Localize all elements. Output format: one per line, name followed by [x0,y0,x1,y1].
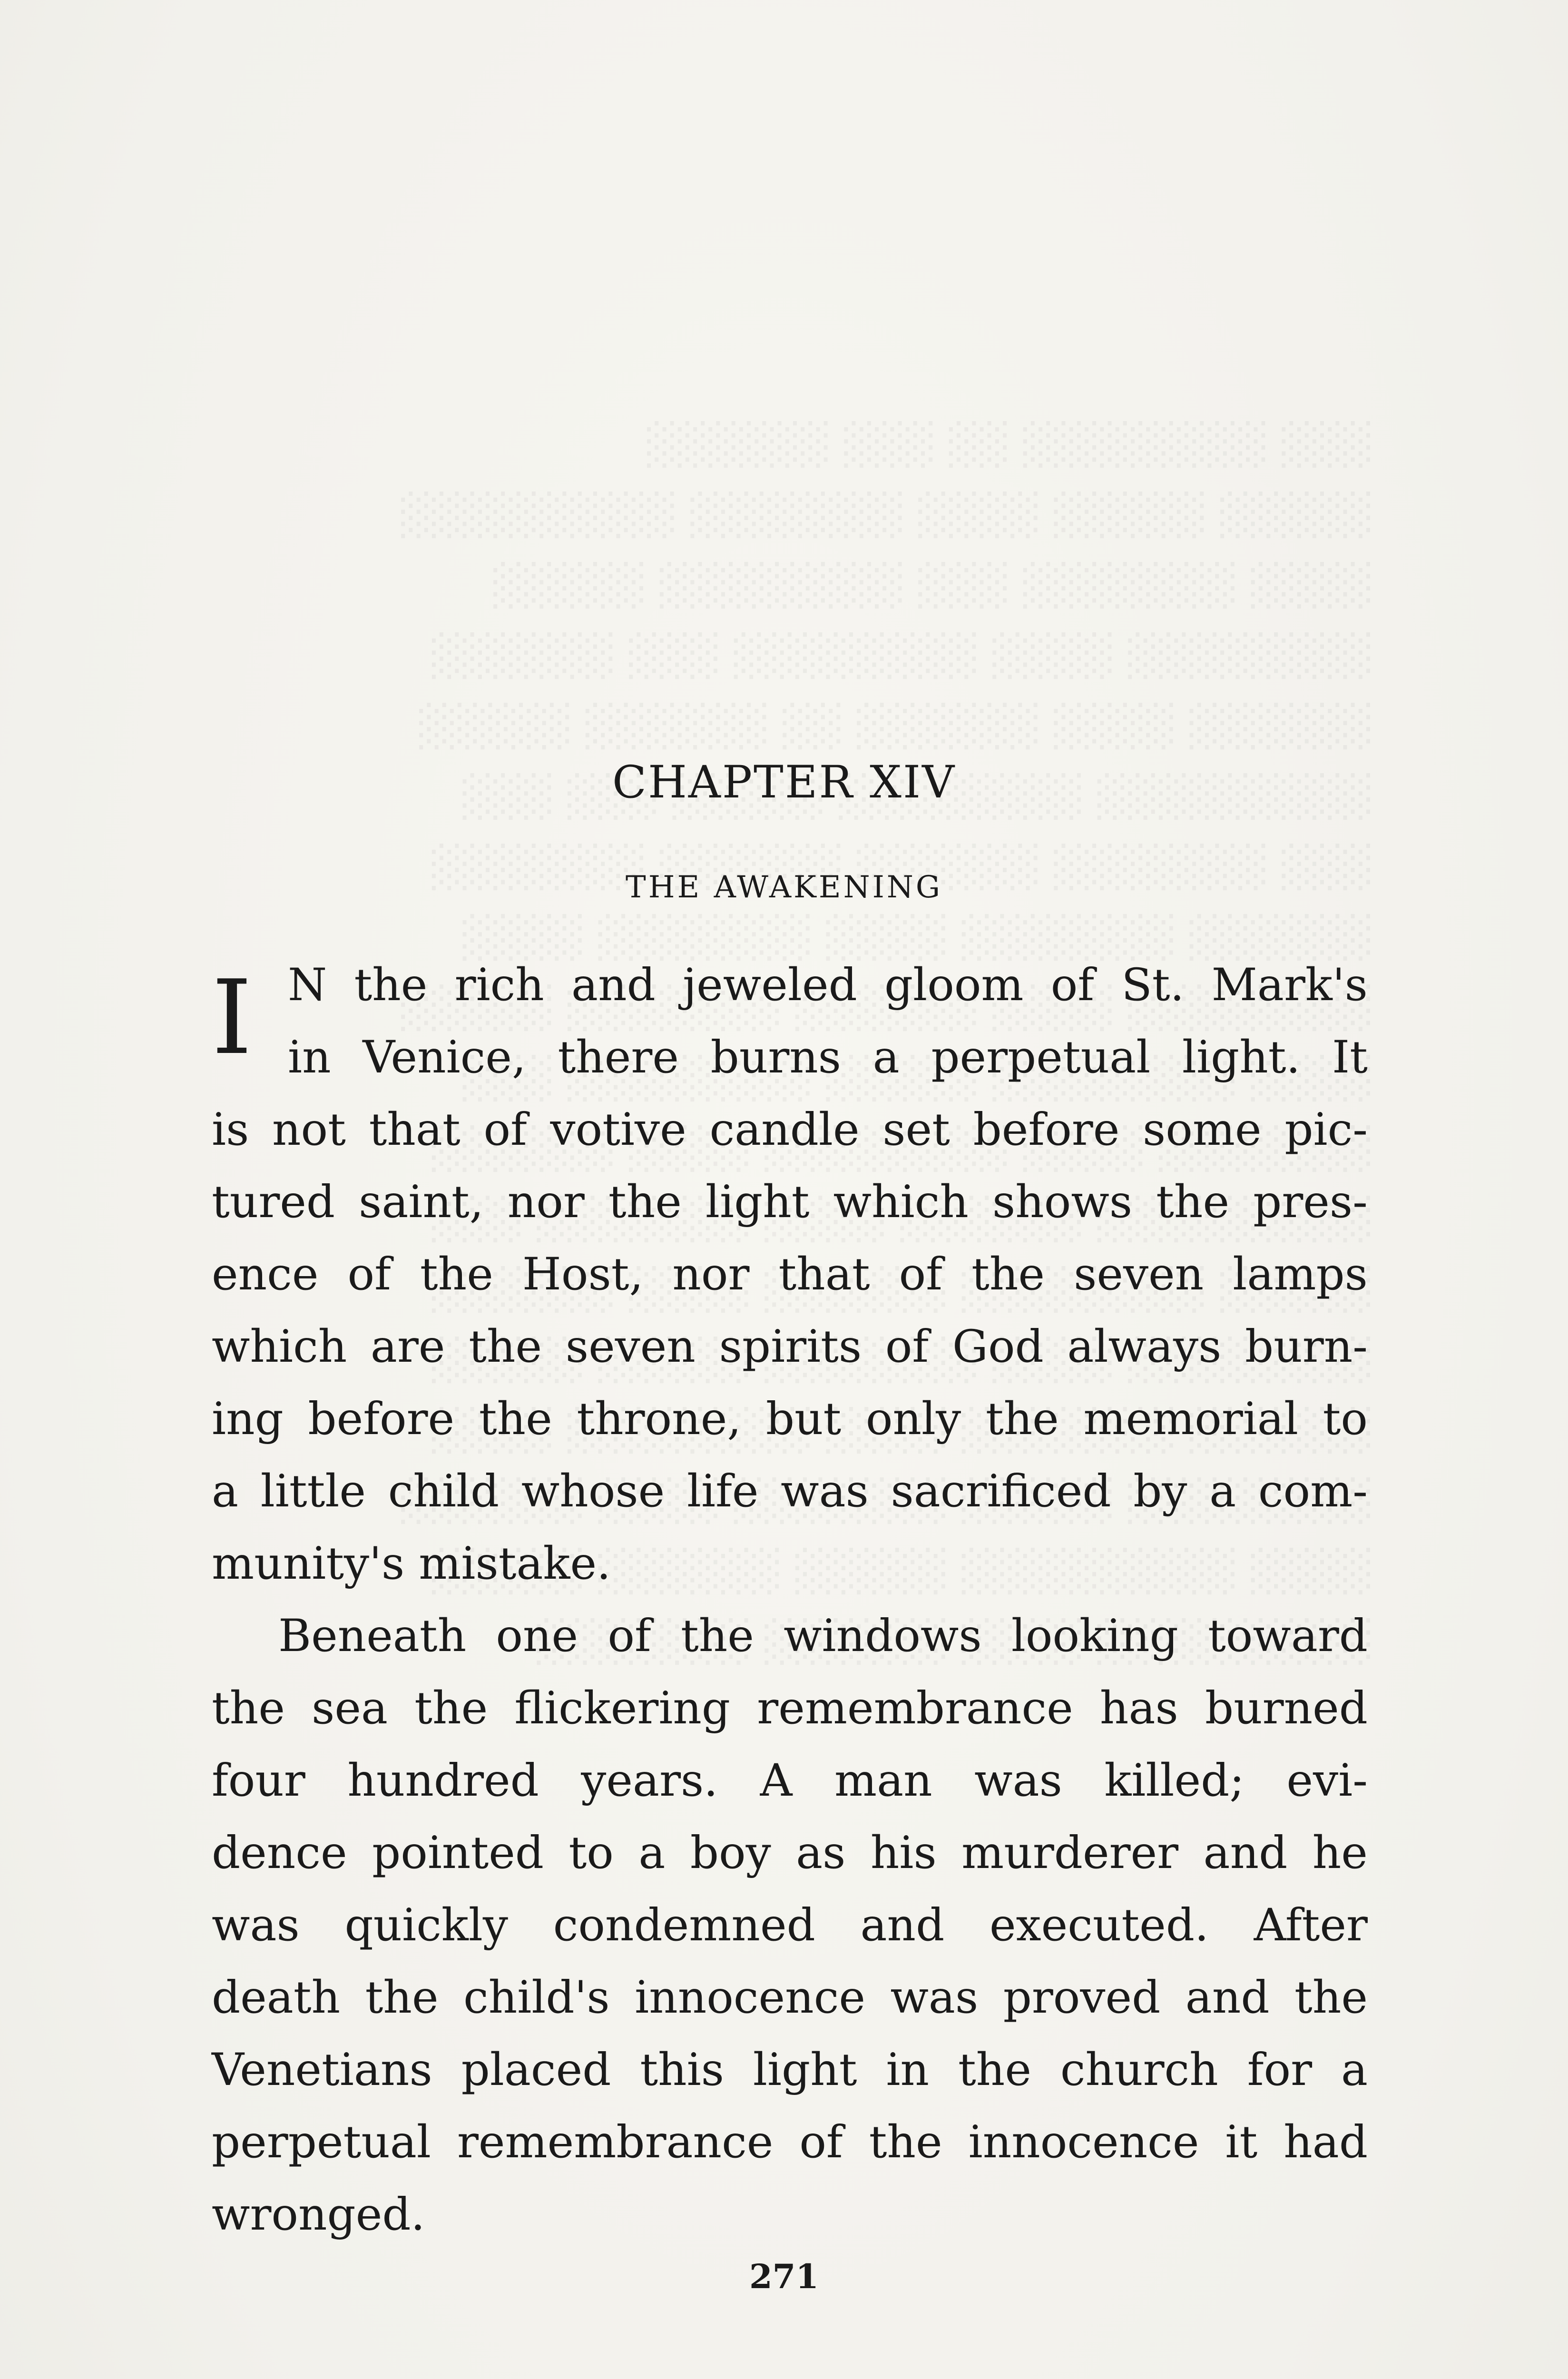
word: are [370,1321,445,1373]
word: life [686,1465,759,1517]
word: a [1209,1465,1236,1517]
word: boy [690,1827,771,1879]
word: was [781,1465,869,1517]
text-line [212,1022,1368,1094]
word: he [1312,1827,1368,1879]
word: spirits [719,1321,862,1373]
word: rich [454,959,544,1011]
text-line [212,1817,1368,1889]
word: saint, [359,1176,484,1228]
word: and [1185,1972,1270,2024]
word: was [212,1899,300,1951]
word: shows [992,1176,1133,1228]
word: the [469,1321,542,1373]
word: burn- [1245,1321,1368,1373]
body-text [212,949,1368,2251]
word: St. [1121,959,1185,1011]
word: that [778,1248,870,1300]
word: looking [1011,1610,1178,1662]
chapter-heading: CHAPTER XIV [612,757,956,808]
text-line [212,1455,1368,1528]
word: pres- [1253,1176,1368,1228]
word: quickly [344,1899,509,1951]
word: N [288,959,327,1011]
drop-cap: I [212,958,252,1077]
word: Beneath [278,1610,467,1662]
word: to [1323,1393,1368,1445]
word: munity's [212,1538,405,1590]
word: always [1067,1321,1222,1373]
word: nor [672,1248,750,1300]
word: tured [212,1176,335,1228]
word: some [1143,1104,1262,1156]
word: windows [784,1610,982,1662]
word: the [985,1393,1059,1445]
word: sacrificed [891,1465,1111,1517]
word: killed; [1104,1755,1245,1807]
word: which [212,1321,347,1373]
paragraph [212,1600,1368,2251]
word: of [608,1610,651,1662]
word: murderer [961,1827,1179,1879]
text-line [212,1311,1368,1383]
text-line [212,1166,1368,1239]
word: seven [565,1321,696,1373]
word: the [608,1176,682,1228]
text-line [212,1094,1368,1166]
word: a [1341,2044,1368,2096]
text-line [212,1889,1368,1962]
word: in [288,1032,331,1083]
text-line [212,2106,1368,2179]
word: of [885,1321,929,1373]
word: to [568,1827,614,1879]
word: the [680,1610,754,1662]
word: of [1050,959,1095,1011]
word: burns [710,1032,842,1083]
word: It [1332,1032,1368,1083]
word: sea [312,1682,388,1734]
word: perpetual [931,1032,1151,1083]
word: innocence [635,1972,865,2024]
word: the [971,1248,1045,1300]
word: in [886,2044,930,2096]
word: candle [709,1104,860,1156]
word: lamps [1233,1248,1368,1300]
word: child [388,1465,500,1517]
word: this [640,2044,724,2096]
word: the [414,1682,488,1734]
word: com- [1258,1465,1368,1517]
word: perpetual [212,2116,431,2168]
word: flickering [514,1682,731,1734]
text-line [212,2179,1368,2251]
word: gloom [884,959,1024,1011]
word: wronged. [212,2189,425,2241]
word: memorial [1083,1393,1299,1445]
word: four [212,1755,305,1807]
word: hundred [347,1755,539,1807]
word: light. [1182,1032,1301,1083]
word: pic- [1284,1104,1368,1156]
word: not [272,1104,346,1156]
word: only [865,1393,961,1445]
word: his [870,1827,937,1879]
word: years. [581,1755,718,1807]
word: jeweled [683,959,857,1011]
text-line [212,1383,1368,1455]
word: After [1254,1899,1368,1951]
text-line [212,1528,1368,1600]
word: the [365,1972,439,2024]
word: seven [1074,1248,1204,1300]
word: and [860,1899,945,1951]
word: mistake. [419,1538,611,1590]
word: placed [461,2044,611,2096]
word: the [420,1248,493,1300]
word: burned [1205,1682,1368,1734]
word: light [753,2044,857,2096]
word: the [869,2116,942,2168]
word: whose [521,1465,665,1517]
word: remembrance [757,1682,1073,1734]
word: church [1060,2044,1218,2096]
text-line [212,1672,1368,1745]
word: child's [463,1972,610,2024]
word: proved [1003,1972,1161,2024]
word: but [765,1393,842,1445]
word: and [571,959,656,1011]
word: Mark's [1211,959,1368,1011]
word: there [558,1032,679,1083]
word: the [212,1682,285,1734]
word: condemned [553,1899,815,1951]
word: throne, [577,1393,742,1445]
word: it [1225,2116,1258,2168]
word: for [1247,2044,1313,2096]
word: toward [1208,1610,1368,1662]
word: of [799,2116,843,2168]
word: and [1203,1827,1288,1879]
word: nor [507,1176,585,1228]
word: by [1133,1465,1187,1517]
text-line [212,1962,1368,2034]
word: executed. [989,1899,1209,1951]
word: the [1156,1176,1230,1228]
word: remembrance [457,2116,774,2168]
word: dence [212,1827,347,1879]
word: one [496,1610,578,1662]
word: had [1284,2116,1368,2168]
word: man [834,1755,932,1807]
word: Venice, [363,1032,526,1083]
word: innocence [968,2116,1199,2168]
word: a [212,1465,239,1517]
word: evi- [1286,1755,1368,1807]
word: the [479,1393,552,1445]
page-number: 271 [749,2257,819,2296]
text-line [212,1239,1368,1311]
word: before [973,1104,1120,1156]
word: Host, [522,1248,644,1300]
word: a [638,1827,666,1879]
word: of [899,1248,943,1300]
word: as [796,1827,846,1879]
word: the [958,2044,1031,2096]
word: of [347,1248,391,1300]
word: God [952,1321,1044,1373]
word: of [483,1104,527,1156]
word: was [890,1972,979,2024]
word: the [1294,1972,1368,2024]
word: ing [212,1393,284,1445]
word: Venetians [212,2044,432,2096]
word: pointed [372,1827,544,1879]
word: death [212,1972,341,2024]
word: is [212,1104,249,1156]
text-line [212,1745,1368,1817]
word: that [369,1104,461,1156]
word: set [882,1104,950,1156]
word: little [260,1465,366,1517]
word: ence [212,1248,319,1300]
word: votive [550,1104,686,1156]
text-line [212,949,1368,1022]
word: before [308,1393,455,1445]
word: A [760,1755,793,1807]
word: which [833,1176,969,1228]
word: was [974,1755,1062,1807]
word: light [705,1176,810,1228]
chapter-title: THE AWAKENING [626,870,942,905]
text-line [212,1600,1368,1672]
word: has [1099,1682,1178,1734]
text-line [212,2034,1368,2106]
paragraph [212,949,1368,1600]
word: the [354,959,428,1011]
word: a [872,1032,900,1083]
